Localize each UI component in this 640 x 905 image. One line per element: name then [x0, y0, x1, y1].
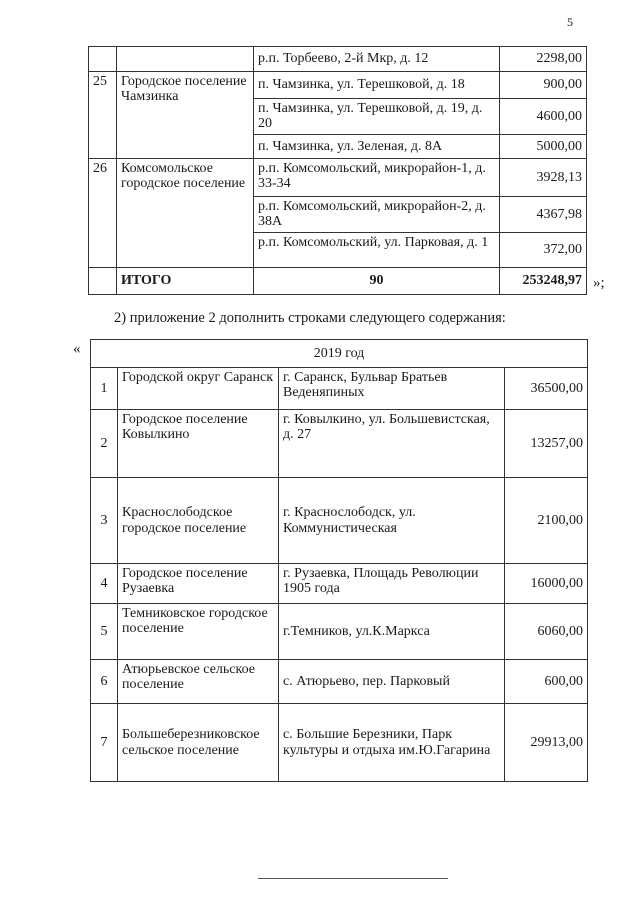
object-address: р.п. Комсомольский, микрорайон-1, д. 33-34 — [254, 159, 500, 197]
table-row — [89, 159, 587, 197]
table-row — [91, 604, 588, 660]
row-number: 7 — [91, 704, 118, 782]
total-label: ИТОГО — [117, 267, 254, 294]
settlement-name: Краснослободское городское поселение — [118, 478, 279, 564]
settlement-name: Комсомольское городское поселение — [117, 159, 254, 268]
table-row — [91, 478, 588, 564]
settlement-name: Городское поселение Чамзинка — [117, 72, 254, 159]
year-header-row — [91, 340, 588, 368]
settlement-name: Городской округ Саранск — [118, 368, 279, 410]
row-number: 3 — [91, 478, 118, 564]
amount-cell: 4600,00 — [500, 99, 587, 135]
object-address: р.п. Комсомольский, микрорайон-2, д. 38А — [254, 197, 500, 233]
amount-cell: 5000,00 — [500, 135, 587, 159]
object-address: п. Чамзинка, ул. Терешковой, д. 18 — [254, 72, 500, 99]
amount-cell: 6060,00 — [505, 604, 588, 660]
settlement-name: Городское поселение Рузаевка — [118, 564, 279, 604]
table-row — [91, 660, 588, 704]
table-row — [91, 368, 588, 410]
table-row — [91, 410, 588, 478]
row-number: 2 — [91, 410, 118, 478]
opening-quote: « — [73, 341, 81, 357]
table-municipal-objects-continued — [88, 46, 587, 295]
footer-rule — [258, 878, 448, 879]
total-count: 90 — [254, 267, 500, 294]
object-address: с. Атюрьево, пер. Парковый — [279, 660, 505, 704]
table-row — [91, 704, 588, 782]
row-number: 26 — [89, 159, 117, 268]
amount-cell: 600,00 — [505, 660, 588, 704]
object-address: с. Большие Березники, Парк культуры и отдыха им.Ю.Гагарина — [279, 704, 505, 782]
page-number: 5 — [567, 15, 573, 29]
amount-cell: 36500,00 — [505, 368, 588, 410]
closing-quote: »; — [593, 275, 605, 291]
object-address: г.Темников, ул.К.Маркса — [279, 604, 505, 660]
amount-cell: 3928,13 — [500, 159, 587, 197]
row-number: 25 — [89, 72, 117, 159]
row-number: 5 — [91, 604, 118, 660]
amount-cell: 372,00 — [500, 232, 587, 267]
object-address: п. Чамзинка, ул. Зеленая, д. 8А — [254, 135, 500, 159]
amount-cell: 13257,00 — [505, 410, 588, 478]
table-row — [89, 72, 587, 99]
row-number — [89, 47, 117, 72]
object-address: п. Чамзинка, ул. Терешковой, д. 19, д. 20 — [254, 99, 500, 135]
total-amount: 253248,97 — [500, 267, 587, 294]
row-number: 1 — [91, 368, 118, 410]
object-address: г. Рузаевка, Площадь Революции 1905 года — [279, 564, 505, 604]
table-appendix-2-additions — [90, 339, 588, 782]
row-number: 4 — [91, 564, 118, 604]
table-row — [89, 47, 587, 72]
object-address: р.п. Комсомольский, ул. Парковая, д. 1 — [254, 232, 500, 267]
amount-cell: 16000,00 — [505, 564, 588, 604]
table-total-row — [89, 267, 587, 294]
object-address: р.п. Торбеево, 2-й Мкр, д. 12 — [254, 47, 500, 72]
settlement-name: Темниковское городское поселение — [118, 604, 279, 660]
amount-cell: 900,00 — [500, 72, 587, 99]
settlement-name — [117, 47, 254, 72]
settlement-name: Атюрьевское сельское поселение — [118, 660, 279, 704]
settlement-name: Городское поселение Ковылкино — [118, 410, 279, 478]
object-address: г. Ковылкино, ул. Большевистская, д. 27 — [279, 410, 505, 478]
amount-cell: 29913,00 — [505, 704, 588, 782]
row-number: 6 — [91, 660, 118, 704]
object-address: г. Краснослободск, ул. Коммунистическая — [279, 478, 505, 564]
object-address: г. Саранск, Бульвар Братьев Веденяпиных — [279, 368, 505, 410]
amount-cell: 4367,98 — [500, 197, 587, 233]
table-row — [91, 564, 588, 604]
settlement-name: Большеберезниковское сельское поселение — [118, 704, 279, 782]
year-header: 2019 год — [91, 340, 588, 368]
amount-cell: 2100,00 — [505, 478, 588, 564]
amount-cell: 2298,00 — [500, 47, 587, 72]
intro-paragraph: 2) приложение 2 дополнить строками следующего содержания: — [114, 310, 506, 326]
